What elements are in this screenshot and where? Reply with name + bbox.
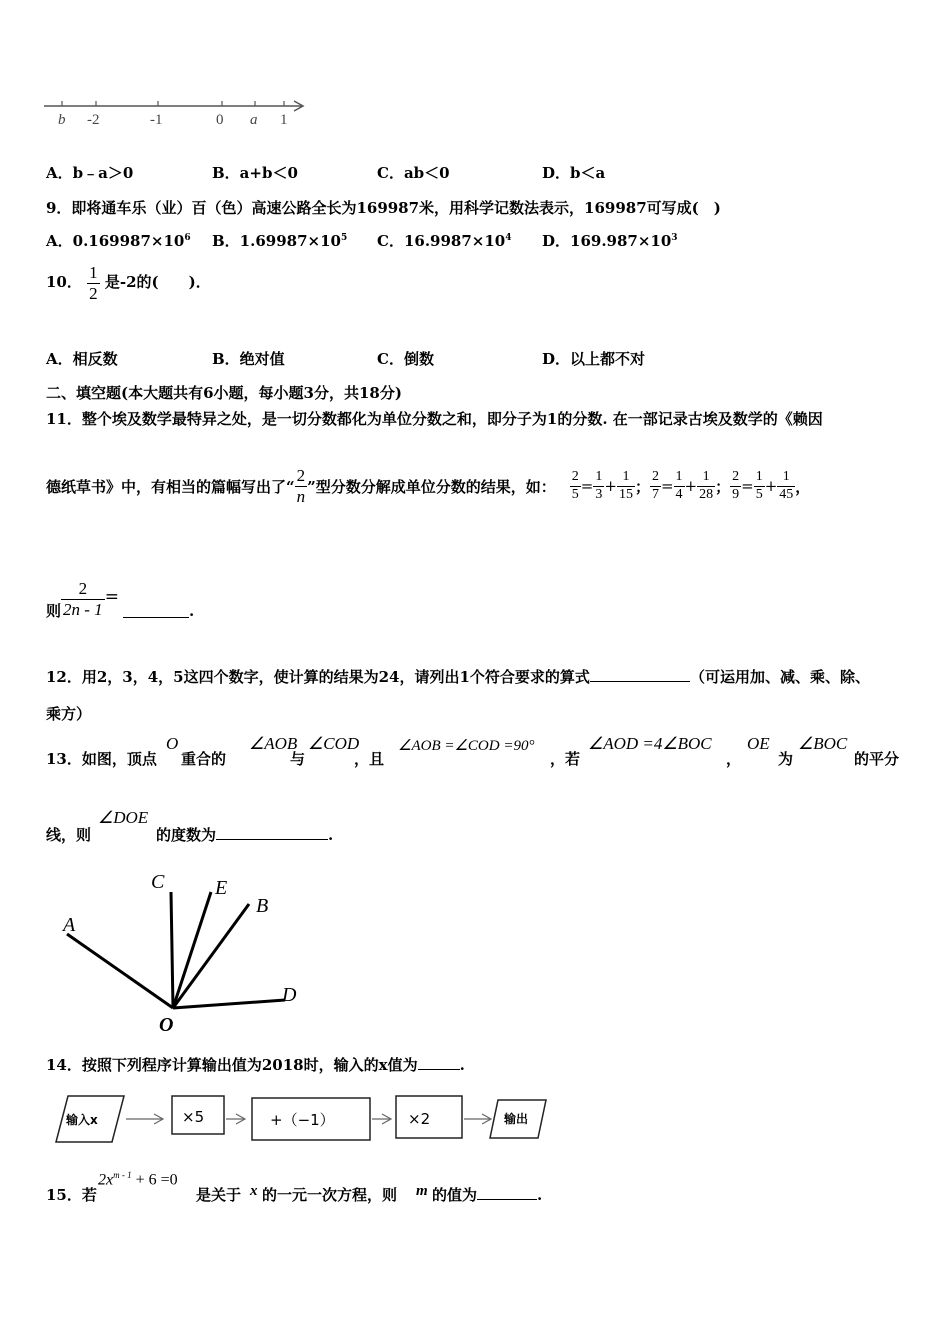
angle-figure bbox=[55, 868, 315, 1038]
q14-answer-blank[interactable] bbox=[418, 1055, 460, 1070]
flow-input-label: 输入x bbox=[66, 1113, 98, 1127]
ray-ob bbox=[173, 904, 249, 1008]
tick-label-neg2: -2 bbox=[87, 112, 100, 128]
ray-oa bbox=[67, 934, 173, 1008]
q11-line1: 11．整个埃及数学最特异之处，是一切分数都化为单位分数之和，即分子为1的分数. 在一部记录古埃及数学的《赖因 bbox=[46, 410, 823, 428]
ray-oe: OE bbox=[747, 734, 770, 753]
q10-option-a: A．相反数 bbox=[46, 350, 118, 368]
flow-output-label: 输出 bbox=[504, 1112, 529, 1126]
q15-equation: $2x^{m - 1} + 6 =0$ bbox=[98, 1170, 178, 1189]
q8-option-c: C．ab＜0 bbox=[377, 164, 450, 182]
label-c: C bbox=[151, 871, 165, 893]
q13-answer-blank[interactable] bbox=[216, 825, 328, 840]
q9-option-c: C．$16.9987\times 10^4$ bbox=[377, 232, 512, 250]
angle-cod: ∠COD bbox=[308, 734, 360, 753]
q9-question: 9．即将通车乐（业）百（色）高速公路全长为169987米，用科学记数法表示，169987可写成( ) bbox=[46, 199, 721, 217]
q11-example-2: $\frac{2}{7}$ = $\frac{1}{4}$ + $\frac{1}{28}$ bbox=[651, 469, 714, 502]
q8-option-a: A．b﹣a＞0 bbox=[46, 164, 134, 182]
q11-2-over-n: $\frac{2}{n}$ bbox=[296, 466, 306, 506]
q11-line2: 德纸草书》中，有相当的篇幅写出了“ $\frac{2}{n}$ ”型分数分解成单位分数的结果，如： $\frac{2}{5}$ = $\frac{1}{3}$ + $\frac{1}{15}$ ； $\frac{2}{7}$ = $\frac{1}{4}$ + $\frac{1}{28}$ ； $\frac{2}{9}$ = $\frac{1}{5}$ + $\frac{1}{45}$ ， bbox=[46, 466, 811, 506]
angle-aod-eq: ∠AOD =4∠BOC bbox=[588, 734, 712, 753]
q8-option-d: D．b＜a bbox=[542, 164, 606, 182]
flow-times2-label: ×2 bbox=[408, 1110, 431, 1128]
angle-aob: ∠AOB bbox=[249, 734, 298, 753]
q15-answer-blank[interactable] bbox=[477, 1185, 537, 1200]
ray-oe-line bbox=[173, 892, 211, 1008]
tick-label-b: b bbox=[58, 112, 66, 128]
tick-label-a: a bbox=[250, 112, 258, 128]
ray-oc bbox=[171, 892, 173, 1008]
q11-answer-blank[interactable] bbox=[123, 603, 189, 618]
label-b: B bbox=[256, 895, 269, 917]
label-o: O bbox=[159, 1014, 174, 1036]
q10-option-d: D．以上都不对 bbox=[542, 350, 646, 368]
flow-times5-label: ×5 bbox=[182, 1108, 205, 1126]
tick-label-1: 1 bbox=[280, 112, 288, 128]
flowchart bbox=[54, 1092, 554, 1148]
label-e: E bbox=[215, 877, 228, 899]
ray-od bbox=[173, 1000, 285, 1008]
q14-question: 14．按照下列程序计算输出值为2018时，输入的x值为 . bbox=[46, 1056, 465, 1074]
flow-minus1-label: +（−1） bbox=[270, 1111, 335, 1129]
tick-label-neg1: -1 bbox=[150, 112, 163, 128]
label-a: A bbox=[63, 914, 76, 936]
tick-label-0: 0 bbox=[216, 112, 224, 128]
angle-equality: ∠AOB =∠COD =90° bbox=[398, 738, 535, 754]
angle-boc: ∠BOC bbox=[798, 734, 848, 753]
q9-option-a: A．$0.169987\times 10^6$ bbox=[46, 232, 191, 250]
q9-option-b: B．$1.69987\times 10^5$ bbox=[212, 232, 348, 250]
q10-fraction: $\frac{1}{2}$ bbox=[89, 263, 98, 303]
q11-fraction-2-over-2n-1: $\frac{2}{2n - 1}$ bbox=[63, 579, 103, 619]
section-2-heading: 二、填空题(本大题共有6小题，每小题3分，共18分) bbox=[46, 384, 402, 402]
q10-question: 10． $\frac{1}{2}$ 是-2的( )． bbox=[46, 263, 211, 303]
q12-line2: 乘方） bbox=[46, 705, 92, 723]
q12-answer-blank[interactable] bbox=[590, 667, 690, 682]
q8-option-b: B．a+b＜0 bbox=[212, 164, 298, 182]
q10-option-b: B．绝对值 bbox=[212, 350, 285, 368]
q11-line3: 则 $\frac{2}{2n - 1}$ = . bbox=[46, 579, 195, 620]
q9-option-d: D．$169.987\times 10^3$ bbox=[542, 232, 678, 250]
number-line-figure bbox=[40, 92, 315, 132]
label-d: D bbox=[282, 984, 297, 1006]
q10-option-c: C．倒数 bbox=[377, 350, 434, 368]
q12-line1: 12．用2，3，4，5这四个数字，使计算的结果为24，请列出1个符合要求的算式 （可运用加、减、乘、除、 bbox=[46, 668, 870, 686]
q11-example-1: $\frac{2}{5}$ = $\frac{1}{3}$ + $\frac{1}{15}$ bbox=[571, 469, 633, 502]
angle-doe: ∠DOE bbox=[98, 808, 149, 827]
q11-example-3: $\frac{2}{9}$ = $\frac{1}{5}$ + $\frac{1}{45}$ bbox=[732, 469, 794, 502]
